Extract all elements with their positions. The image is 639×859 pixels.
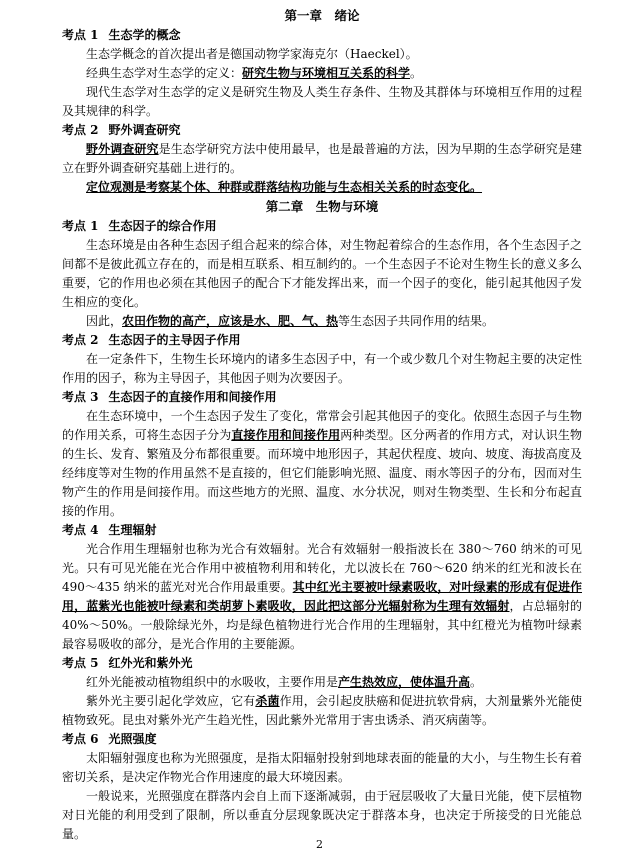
text-run: 红外光能被动植物组织中的水吸收，主要作用是 [86,675,339,689]
page-number: 2 [316,838,323,851]
section-heading [62,331,582,350]
emphasis-text: 定位观测是考察某个体、种群或群落结构功能与生态相关关系的时态变化。 [86,180,483,194]
section-title: 生态学的概念 [108,28,181,42]
text-run: ，占总辐射的 40%～50%。一般除绿光外，均是绿色植物进行光合作用的生理辐射，其中红橙光为植物叶绿素最容易吸收的部分，是光合作用的主要能源。 [62,599,582,651]
section-heading [62,654,582,673]
emphasis-text: 直接作用和间接作用 [231,428,341,442]
paragraph [62,749,582,787]
emphasis-text: 野外调查研究 [86,142,159,156]
section-heading [62,26,582,45]
section-heading [62,121,582,140]
section-title: 生态因子的主导因子作用 [108,333,241,347]
emphasis-text: 产生热效应，使体温升高 [338,675,471,689]
text-run: 太阳辐射强度也称为光照强度，是指太阳辐射投射到地球表面的能量的大小，与生物生长有着密切关系，是决定作物光合作用速度的最大环境因素。 [62,751,582,784]
paragraph [62,64,582,83]
text-run: 因此， [86,314,123,328]
paragraph [62,787,582,844]
section-title: 生理辐射 [108,523,157,537]
paragraph [62,540,582,654]
section-title: 红外光和紫外光 [108,656,193,670]
text-run: 紫外光主要引起化学效应，它有 [86,694,256,708]
text-run: 在一定条件下，生物生长环境内的诸多生态因子中，有一个或少数几个对生物起主要的决定性作用的因子，称为主导因子，其他因子则为次要因子。 [62,352,582,385]
section-number: 考点 3 [62,390,99,404]
section-title: 野外调查研究 [108,123,181,137]
text-run: 现代生态学对生态学的定义是研究生物及人类生存条件、生物及其群体与环境相互作用的过程及其规律的科学。 [62,85,582,118]
text-run: 一般说来，光照强度在群落内会自上而下逐渐减弱，由于冠层吸收了大量日光能，使下层植物对日光能的利用受到了限制，所以垂直分层现象既决定于群落本身，也决定于所接受的日光能总量。 [62,789,582,841]
text-run: 。 [410,66,423,80]
text-run: 等生态因子共同作用的结果。 [338,314,495,328]
section-number: 考点 4 [62,523,99,537]
text-run: 作用，会引起皮肤癌和促进抗软骨病，大剂量紫外光能使植物致死。昆虫对紫外光产生趋光性，因此紫外光常用于害虫诱杀、消灭病菌等。 [62,694,582,727]
emphasis-text: 其中红光主要被叶绿素吸收，对叶绿素的形成有促进作用，蓝紫光也能被叶绿素和类胡萝卜素吸收，因此把这部分光辐射称为生理有效辐射 [62,580,582,613]
section-number: 考点 2 [62,123,99,137]
paragraph [62,236,582,312]
text-run: 两种类型。区分两者的作用方式，对认识生物的生长、发育、繁殖及分布都很重要。而环境中地形因子，其起伏程度、坡向、坡度、海拔高度及经纬度等对生物的作用虽然不是直接的，但它们能影响光照、温度、雨水等因子的分布，因而对生物产生的作用是间接作用。而这些地方的光照、温度、水分状况，则对生物类型、生长和分布起直接的作用。 [62,428,582,518]
section-title: 生态因子的直接作用和间接作用 [108,390,277,404]
text-run: 在生态环境中，一个生态因子发生了变化，常常会引起其他因子的变化。依照生态因子与生物的作用关系，可将生态因子分为 [62,409,582,442]
text-run: 经典生态学对生态学的定义： [86,66,243,80]
chapter-title: 第一章 绪论 [284,8,360,23]
section-number: 考点 2 [62,333,99,347]
section-title: 光照强度 [108,732,157,746]
text-run: 是生态学研究方法中使用最早，也是最普遍的方法，因为早期的生态学研究是建立在野外调查研究基础上进行的。 [62,142,582,175]
section-number: 考点 6 [62,732,99,746]
paragraph [62,312,582,331]
section-title: 生态因子的综合作用 [108,219,217,233]
paragraph [62,178,582,197]
paragraph [62,83,582,121]
document-page [62,6,582,844]
emphasis-text: 农田作物的高产，应该是水、肥、气、热 [122,314,339,328]
text-run: 生态学概念的首次提出者是德国动物学家海克尔（Haeckel）。 [86,47,418,61]
paragraph [62,673,582,692]
emphasis-text: 研究生物与环境相互关系的科学 [242,66,411,80]
section-heading [62,388,582,407]
paragraph [62,692,582,730]
section-heading [62,521,582,540]
section-number: 考点 1 [62,219,99,233]
emphasis-text: 杀菌 [255,694,280,708]
section-heading [62,730,582,749]
text-run: 。 [470,675,483,689]
text-run: 生态环境是由各种生态因子组合起来的综合体，对生物起着综合的生态作用，各个生态因子之间都不是彼此孤立存在的，而是相互联系、相互制约的。一个生态因子不论对生物生长的意义多么重要，它的作用也必须在其他因子的配合下才能发挥出来，而一个因子的变化，能引起其他因子发生相应的变化。 [62,238,582,309]
section-number: 考点 1 [62,28,99,42]
chapter-title: 第二章 生物与环境 [265,199,379,214]
text-run: 光合作用生理辐射也称为光合有效辐射。光合有效辐射一般指波长在 380～760 纳米的可见光。只有可见光能在光合作用中被植物利用和转化，尤以波长在 760～620 纳米的红光和波长在 490～435 纳米的蓝光对光合作用最重要。 [62,542,582,594]
paragraph [62,140,582,178]
paragraph [62,45,582,64]
section-heading [62,217,582,236]
paragraph [62,350,582,388]
section-number: 考点 5 [62,656,99,670]
paragraph [62,407,582,521]
